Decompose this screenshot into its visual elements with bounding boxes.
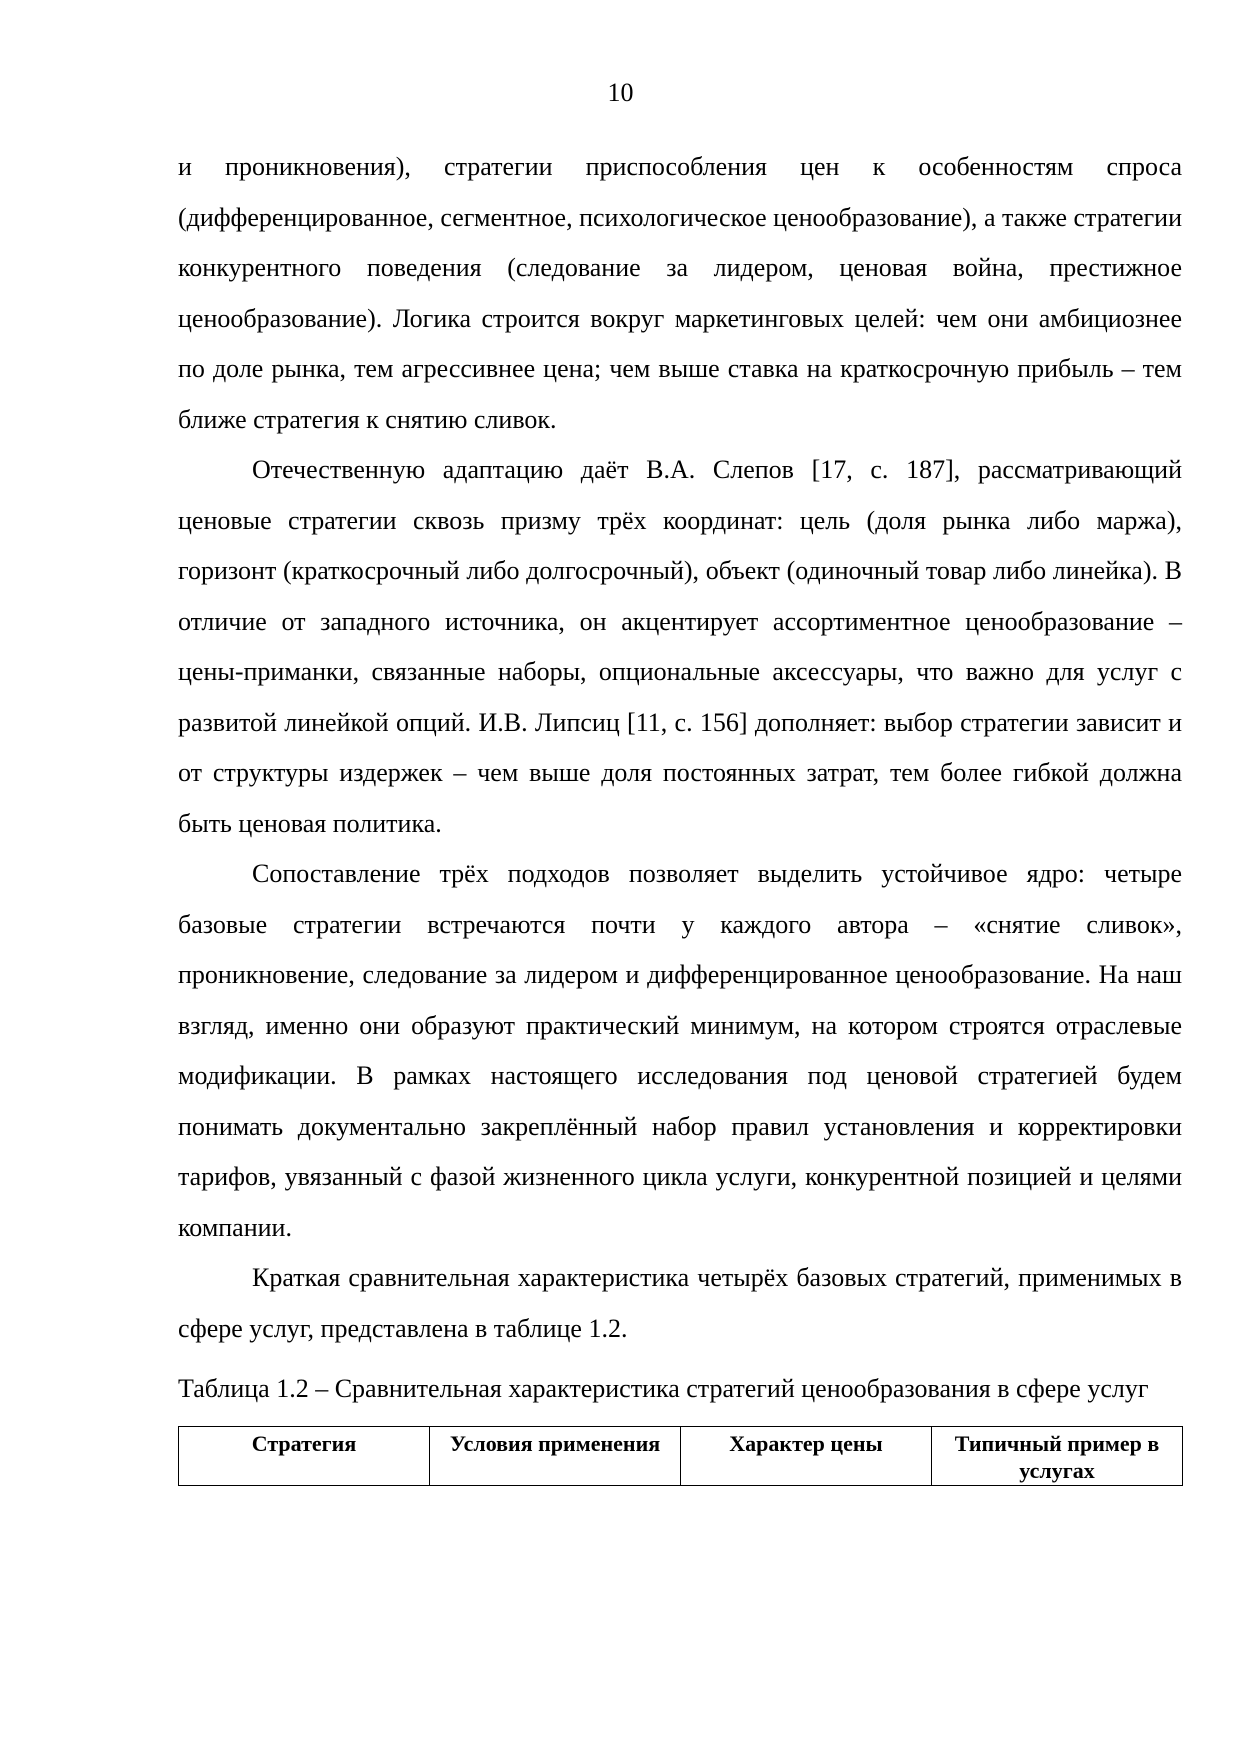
page-number: 10 bbox=[607, 78, 634, 107]
table-caption: Таблица 1.2 – Сравнительная характеристика стратегий ценообразования в сфере услуг bbox=[178, 1374, 1149, 1403]
paragraph-4: Краткая сравнительная характеристика четырёх базовых стратегий, применимых в сфере услуг, представлена в таблице 1.2. bbox=[178, 1263, 1182, 1343]
strategy-table bbox=[178, 1426, 1183, 1486]
table-header-conditions: Условия применения bbox=[430, 1426, 681, 1485]
table-header-example: Типичный пример в услугах bbox=[932, 1426, 1183, 1485]
paragraph-2: Отечественную адаптацию даёт В.А. Слепов [17, с. 187], рассматривающий ценовые стратегии сквозь призму трёх координат: цель (доля рынка либо маржа), горизонт (краткосрочный либо долгосрочный), объект (одиночный товар либо линейка). В отличие от западного источника, он акцентирует ассортиментное ценообразование – цены-приманки, связанные наборы, опциональные аксессуары, что важно для услуг с развитой линейкой опций. И.В. Липсиц [11, с. 156] дополняет: выбор стратегии зависит и от структуры издержек – чем выше доля постоянных затрат, тем более гибкой должна быть ценовая политика. bbox=[178, 455, 1182, 838]
document-body bbox=[178, 142, 1182, 1486]
paragraph-3: Сопоставление трёх подходов позволяет выделить устойчивое ядро: четыре базовые стратегии встречаются почти у каждого автора – «снятие сливок», проникновение, следование за лидером и дифференцированное ценообразование. На наш взгляд, именно они образуют практический минимум, на котором строятся отраслевые модификации. В рамках настоящего исследования под ценовой стратегией будем понимать документально закреплённый набор правил установления и корректировки тарифов, увязанный с фазой жизненного цикла услуги, конкурентной позицией и целями компании. bbox=[178, 859, 1182, 1242]
table-header-strategy: Стратегия bbox=[179, 1426, 430, 1485]
table-header-row bbox=[179, 1426, 1183, 1485]
table-header-price-nature: Характер цены bbox=[681, 1426, 932, 1485]
paragraph-1: и проникновения), стратегии приспособления цен к особенностям спроса (дифференцированное, сегментное, психологическое ценообразование), а также стратегии конкурентного поведения (следование за лидером, ценовая война, престижное ценообразование). Логика строится вокруг маркетинговых целей: чем они амбициознее по доле рынка, тем агрессивнее цена; чем выше ставка на краткосрочную прибыль – тем ближе стратегия к снятию сливок. bbox=[178, 152, 1182, 434]
